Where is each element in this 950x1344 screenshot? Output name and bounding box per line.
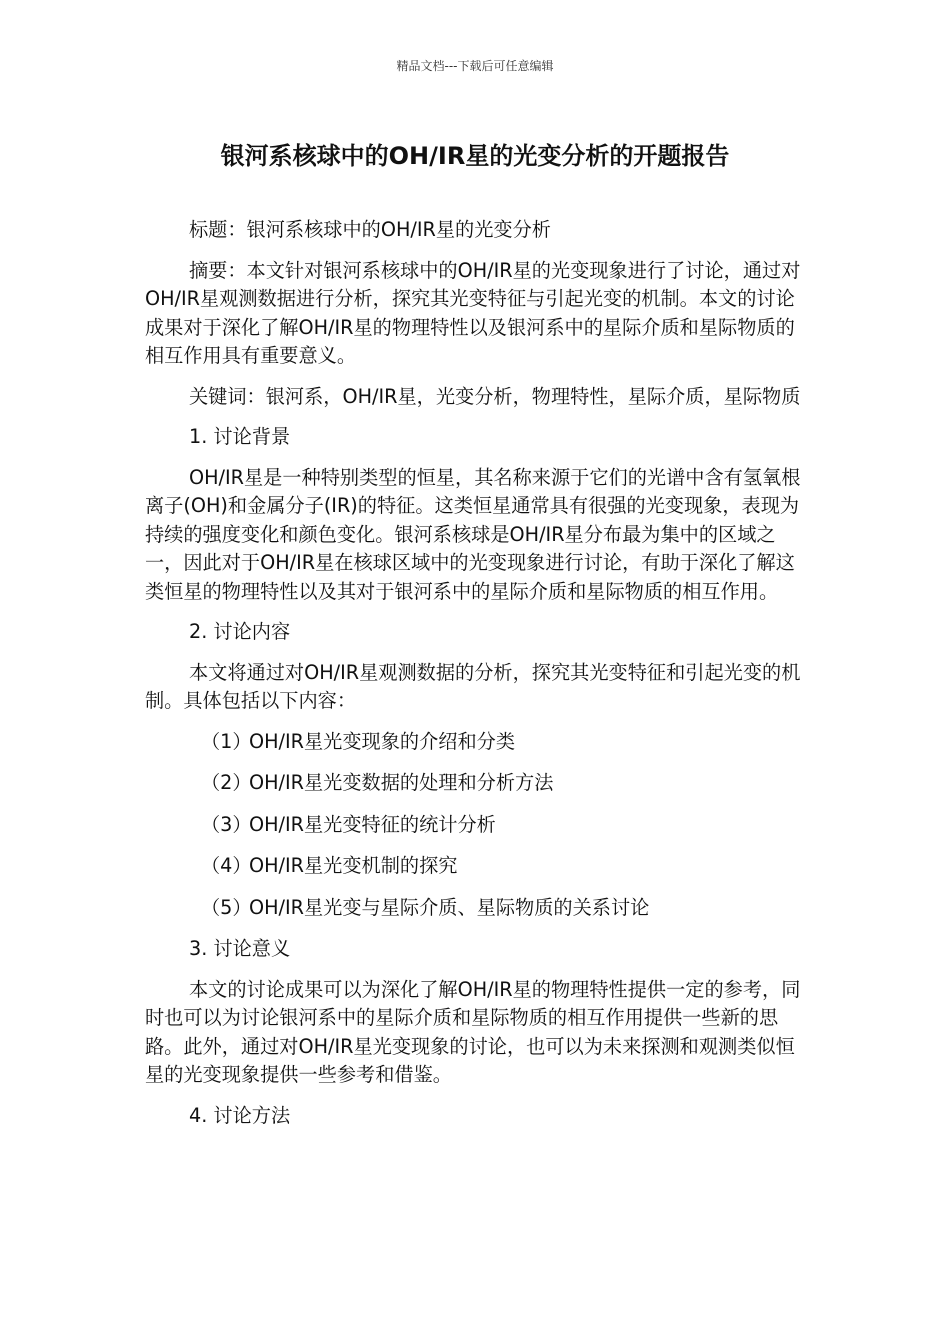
keywords-paragraph: 关键词：银河系，OH/IR星，光变分析，物理特性，星际介质，星际物质 [189, 384, 801, 408]
list-item-text: OH/IR星光变特征的统计分析 [249, 812, 496, 836]
list-item [145, 769, 805, 798]
list-item-number: （4） [201, 854, 252, 877]
list-item [145, 894, 805, 923]
list-item [145, 852, 805, 881]
list-item-text: OH/IR星光变与星际介质、星际物质的关系讨论 [249, 895, 650, 919]
list-item [145, 811, 805, 840]
title-label-paragraph: 标题：银河系核球中的OH/IR星的光变分析 [189, 218, 551, 241]
section-body-background: OH/IR星是一种特别类型的恒星，其名称来源于它们的光谱中含有氢氧根离子(OH)和金属分子(IR)的特征。这类恒星通常具有很强的光变现象，表现为持续的强度变化和颜色变化。银河系核球是OH/IR星分布最为集中的区域之一，因此对于OH/IR星在核球区域中的光变现象进行讨论，有助于深化了解这类恒星的物理特性以及其对于银河系中的星际介质和星际物质的相互作用。 [145, 465, 801, 603]
list-item-text: OH/IR星光变机制的探究 [249, 854, 458, 877]
section-heading-background: 1. 讨论背景 [189, 425, 291, 448]
section-heading-content: 2. 讨论内容 [189, 620, 291, 643]
document-title: 银河系核球中的OH/IR星的光变分析的开题报告 [220, 142, 730, 170]
document-body [145, 216, 805, 1142]
abstract-paragraph: 摘要：本文针对银河系核球中的OH/IR星的光变现象进行了讨论，通过对OH/IR星观测数据进行分析，探究其光变特征与引起光变的机制。本文的讨论成果对于深化了解OH/IR星的物理特性以及银河系中的星际介质和星际物质的相互作用具有重要意义。 [145, 258, 801, 367]
section-heading-significance: 3. 讨论意义 [189, 937, 291, 960]
list-item-number: （3） [201, 812, 252, 836]
section-body-significance: 本文的讨论成果可以为深化了解OH/IR星的物理特性提供一定的参考，同时也可以为讨论银河系中的星际介质和星际物质的相互作用提供一些新的思路。此外，通过对OH/IR星光变现象的讨论，也可以为未来探测和观测类似恒星的光变现象提供一些参考和借鉴。 [145, 977, 801, 1086]
list-item-number: （2） [201, 771, 252, 794]
list-item [145, 728, 805, 757]
section-heading-method: 4. 讨论方法 [189, 1103, 291, 1127]
list-item-number: （5） [201, 895, 252, 919]
section-body-content: 本文将通过对OH/IR星观测数据的分析，探究其光变特征和引起光变的机制。具体包括以下内容： [145, 660, 801, 712]
list-item-text: OH/IR星光变数据的处理和分析方法 [249, 771, 554, 794]
header-note: 精品文档---下载后可任意编辑 [396, 59, 554, 73]
list-item-number: （1） [201, 729, 252, 753]
list-item-text: OH/IR星光变现象的介绍和分类 [249, 729, 516, 753]
